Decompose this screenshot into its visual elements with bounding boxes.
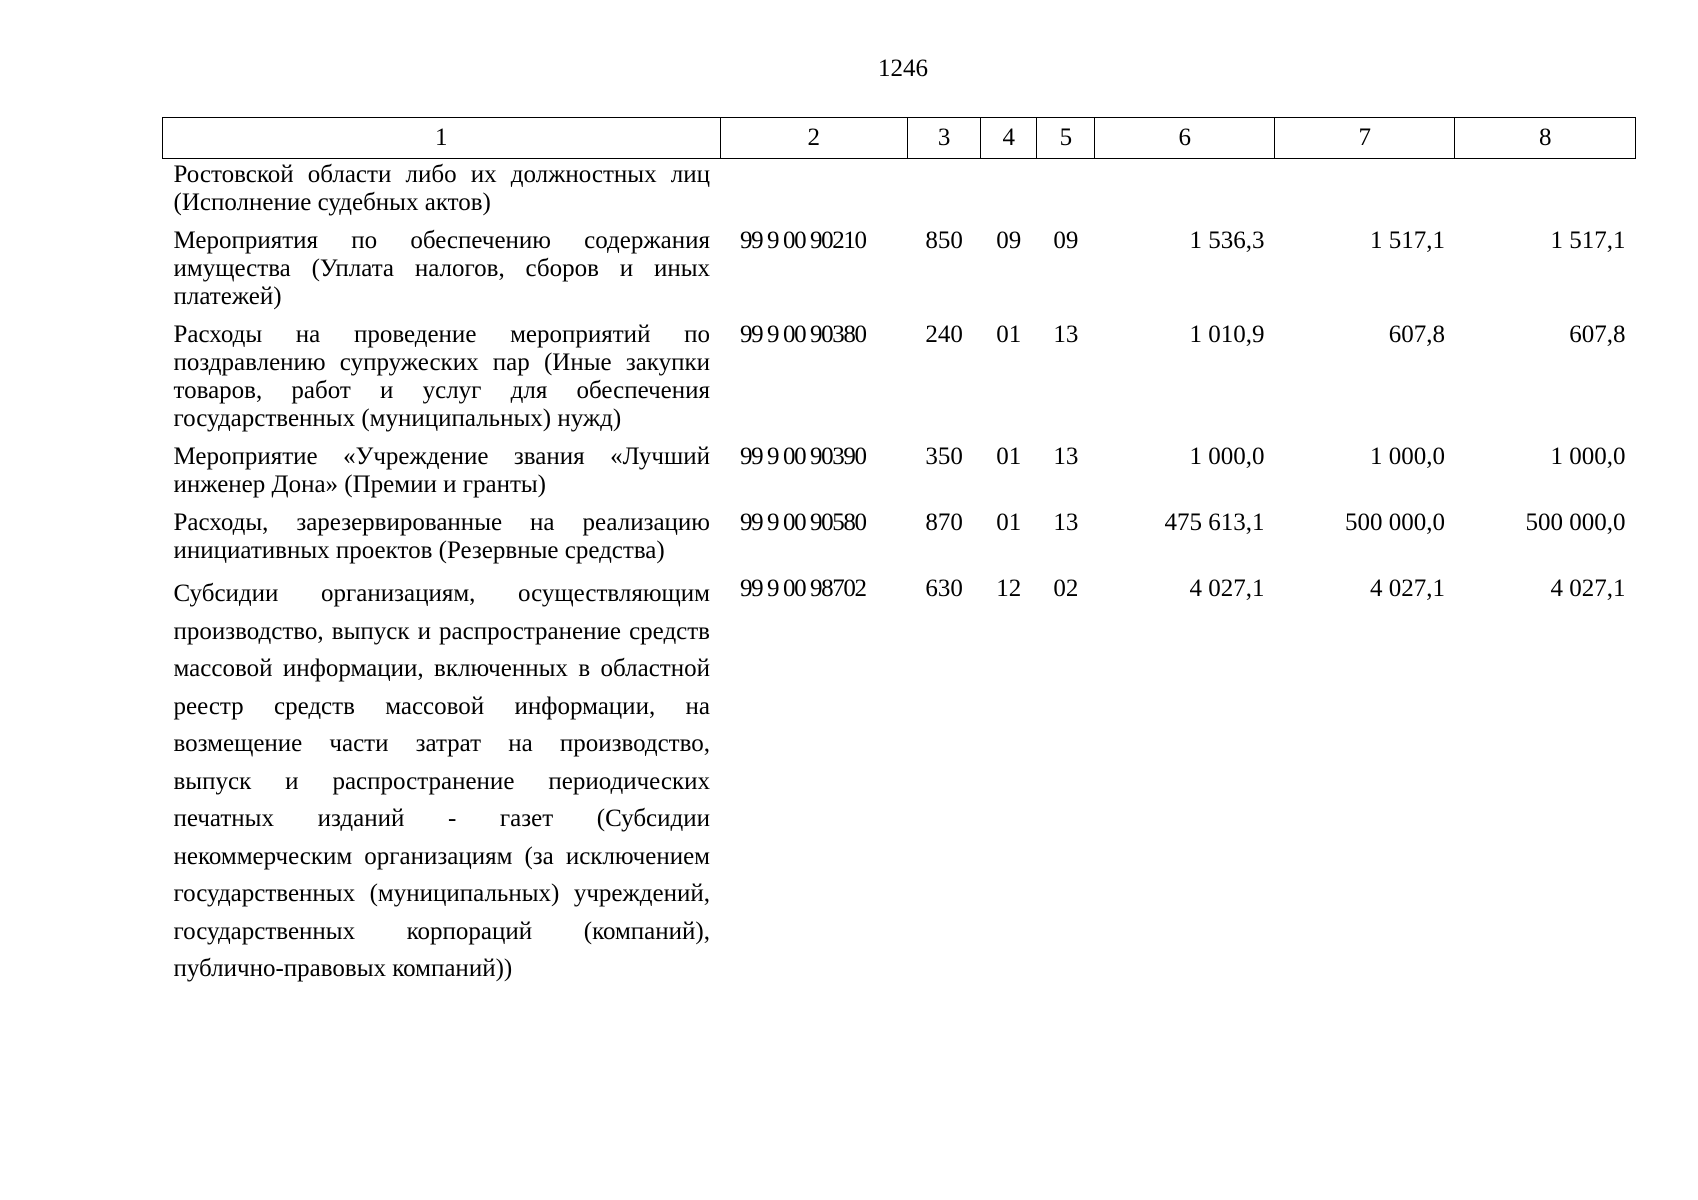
budget-table: [162, 117, 1636, 996]
row-amount-col7: 607,8: [1388, 321, 1445, 348]
header-row: [163, 118, 1636, 159]
row-section: 01: [996, 321, 1022, 348]
row-subsection: 09: [1053, 227, 1079, 254]
row-description: Ростовской области либо их должностных лиц (Исполнение судебных актов): [173, 161, 710, 216]
row-subsection: 02: [1053, 575, 1079, 602]
column-header-4: 4: [981, 118, 1037, 159]
row-description: Мероприятие «Учреждение звания «Лучший инженер Дона» (Премии и гранты): [173, 443, 710, 498]
row-amount-col8: 607,8: [1569, 321, 1626, 348]
table-row: [163, 319, 1636, 441]
row-amount-col7: 1 517,1: [1369, 227, 1445, 254]
row-section: 09: [996, 227, 1022, 254]
row-amount-col7: 4 027,1: [1369, 575, 1445, 602]
row-amount-col8: 1 517,1: [1550, 227, 1626, 254]
row-amount-col7: 500 000,0: [1344, 509, 1445, 536]
row-target-code: 99 9 00 90390: [740, 443, 866, 470]
row-amount-col8: 4 027,1: [1550, 575, 1626, 602]
row-description: Расходы, зарезервированные на реализацию инициативных проектов (Резервные средства): [173, 509, 710, 564]
table-row: [163, 507, 1636, 573]
table-row: [163, 573, 1636, 996]
row-expense-type: 630: [925, 575, 963, 602]
column-header-8: 8: [1455, 118, 1636, 159]
row-description: Мероприятия по обеспечению содержания имущества (Уплата налогов, сборов и иных платежей): [173, 227, 710, 310]
row-expense-type: 870: [925, 509, 963, 536]
column-header-6: 6: [1095, 118, 1274, 159]
row-amount-col6: 4 027,1: [1189, 575, 1265, 602]
row-target-code: 99 9 00 90210: [740, 227, 866, 254]
row-expense-type: 850: [925, 227, 963, 254]
row-amount-col8: 500 000,0: [1525, 509, 1626, 536]
column-header-5: 5: [1037, 118, 1095, 159]
row-amount-col6: 475 613,1: [1164, 509, 1265, 536]
row-amount-col8: 1 000,0: [1550, 443, 1626, 470]
table-row-continuation: [163, 159, 1636, 226]
row-target-code: 99 9 00 90380: [740, 321, 866, 348]
table-row: [163, 441, 1636, 507]
table-row: [163, 225, 1636, 319]
row-target-code: 99 9 00 98702: [740, 575, 866, 602]
row-subsection: 13: [1053, 321, 1079, 348]
column-header-7: 7: [1274, 118, 1454, 159]
row-expense-type: 240: [925, 321, 963, 348]
row-section: 01: [996, 443, 1022, 470]
row-amount-col7: 1 000,0: [1369, 443, 1445, 470]
row-section: 01: [996, 509, 1022, 536]
page-number: 1246: [878, 55, 928, 82]
row-subsection: 13: [1053, 509, 1079, 536]
row-amount-col6: 1 010,9: [1189, 321, 1265, 348]
row-amount-col6: 1 536,3: [1189, 227, 1265, 254]
column-header-1: 1: [163, 118, 721, 159]
column-header-2: 2: [720, 118, 908, 159]
row-description: Расходы на проведение мероприятий по поздравлению супружеских пар (Иные закупки товаров, работ и услуг для обеспечения государственных (муниципальных) нужд): [173, 321, 710, 432]
column-header-3: 3: [908, 118, 981, 159]
row-expense-type: 350: [925, 443, 963, 470]
row-description: Субсидии организациям, осуществляющим производство, выпуск и распространение средств массовой информации, включенных в областной реестр средств массовой информации, на возмещение части затрат на производство, выпуск и распространение периодических печатных изданий - газет (Субсидии некоммерческим организациям (за исключением государственных (муниципальных) учреждений, государственных корпораций (компаний), публично-правовых компаний)): [173, 580, 710, 982]
row-amount-col6: 1 000,0: [1189, 443, 1265, 470]
row-subsection: 13: [1053, 443, 1079, 470]
row-section: 12: [996, 575, 1022, 602]
row-target-code: 99 9 00 90580: [740, 509, 866, 536]
